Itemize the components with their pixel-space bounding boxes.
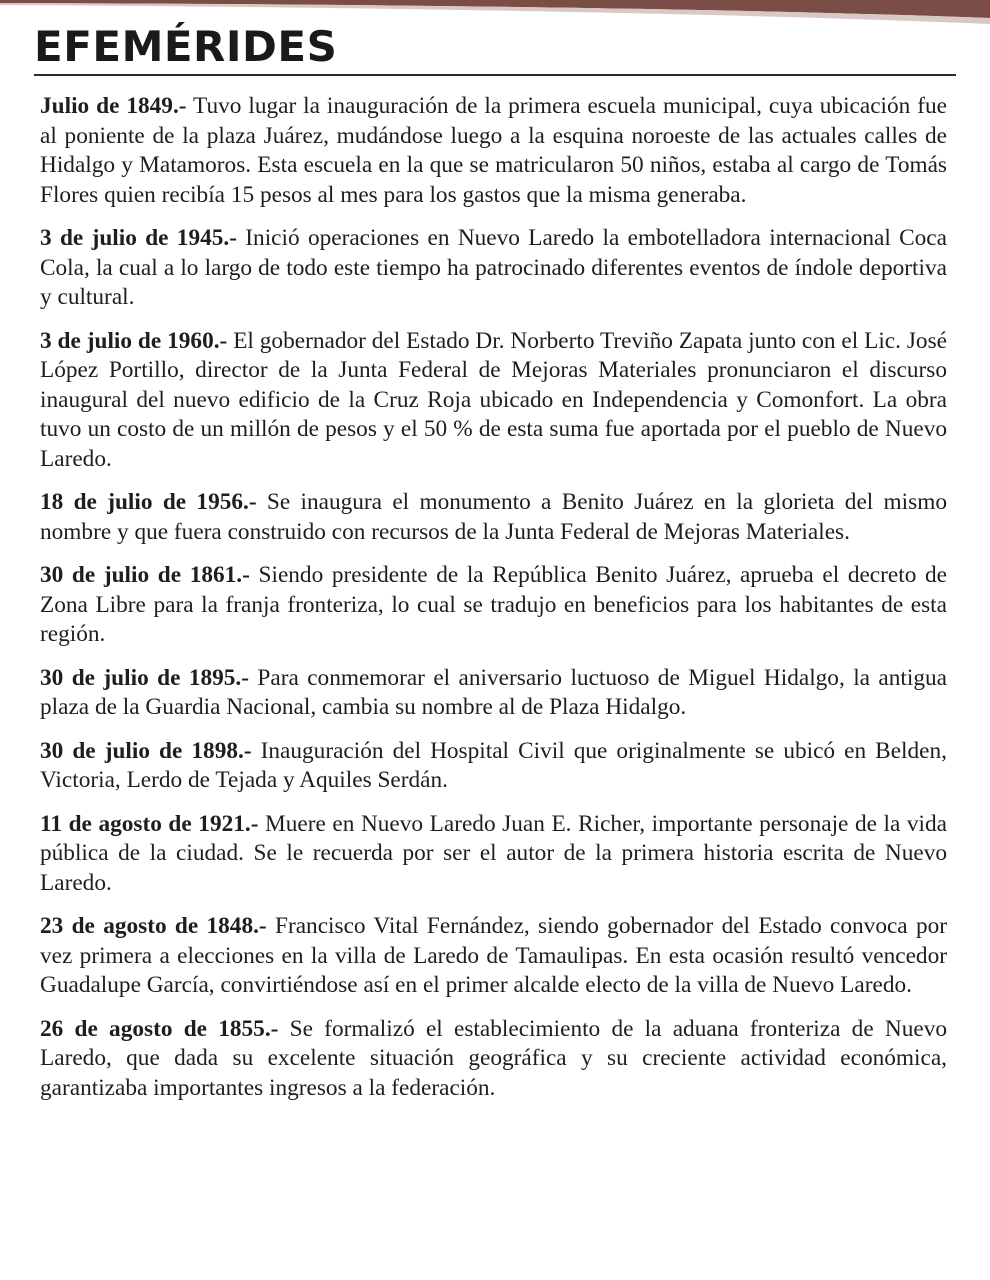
entry-text: Muere en Nuevo Laredo Juan E. Richer, importante personaje de la vida pública de la ciudad. Se le recuerda por ser el autor de la primera historia escrita de Nuevo Laredo. <box>40 810 947 896</box>
entry-text: Francisco Vital Fernández, siendo gobernador del Estado convoca por vez primera a elecciones en la villa de Laredo de Tamaulipas. En esta ocasión resultó vencedor Guadalupe García, convirtiéndose así en el primer alcalde electo de la villa de Nuevo Laredo. <box>40 913 947 998</box>
entry-1898-julio <box>40 737 947 796</box>
entry-date: 30 de julio de 1898.- <box>40 737 252 764</box>
entry-date: 11 de agosto de 1921.- <box>40 810 259 837</box>
entry-text: Siendo presidente de la República Benito Juárez, aprueba el decreto de Zona Libre para la franja fronteriza, lo cual se tradujo en beneficios para los habitantes de esta región. <box>40 562 947 647</box>
entry-text: Inauguración del Hospital Civil que originalmente se ubicó en Belden, Victoria, Lerdo de Tejada y Aquiles Serdán. <box>40 737 947 793</box>
entry-1960-julio <box>40 327 947 475</box>
entry-date: 18 de julio de 1956.- <box>40 489 257 515</box>
entry-text: Se inaugura el monumento a Benito Juárez en la glorieta del mismo nombre y que fuera construido con recursos de la Junta Federal de Mejoras Materiales. <box>40 489 947 545</box>
entry-date: 26 de agosto de 1855.- <box>40 1015 279 1042</box>
entry-text: El gobernador del Estado Dr. Norberto Treviño Zapata junto con el Lic. José López Portillo, director de la Junta Federal de Mejoras Materiales pronunciaron el discurso inaugural del nuevo edificio de la Cruz Roja ubicado en Independencia y Comonfort. La obra tuvo un costo de un millón de pesos y el 50 % de esta suma fue aportada por el pueblo de Nuevo Laredo. <box>40 327 947 472</box>
entry-1861-julio <box>40 561 947 650</box>
entry-date: 3 de julio de 1945.- <box>40 225 237 251</box>
entry-text: Se formalizó el establecimiento de la aduana fronteriza de Nuevo Laredo, que dada su excelente situación geográfica y su creciente actividad económica, garantizaba importantes ingresos a la federación. <box>40 1015 947 1101</box>
entry-text: Tuvo lugar la inauguración de la primera escuela municipal, cuya ubicación fue al poniente de la plaza Juárez, mudándose luego a la esquina noroeste de las actuales calles de Hidalgo y Matamoros. Esta escuela en la que se matricularon 50 niños, estaba al cargo de Tomás Flores quien recibía 15 pesos al mes para los gastos que la misma generaba. <box>40 93 948 208</box>
entry-1956-julio <box>40 488 947 547</box>
entry-date: 23 de agosto de 1848.- <box>40 913 267 939</box>
entry-date: 3 de julio de 1960.- <box>40 327 228 354</box>
page-title: EFEMÉRIDES <box>34 22 338 71</box>
entry-1945-julio <box>40 224 947 313</box>
entry-date: Julio de 1849.- <box>40 93 187 119</box>
entry-1848-agosto <box>40 912 947 1001</box>
entry-1855-agosto <box>40 1015 947 1104</box>
entry-1895-julio <box>40 664 947 723</box>
entry-1921-agosto <box>40 810 947 899</box>
entry-text: Para conmemorar el aniversario luctuoso de Miguel Hidalgo, la antigua plaza de la Guardia Nacional, cambia su nombre al de Plaza Hidalgo. <box>40 664 947 720</box>
entry-1849-julio <box>40 92 947 210</box>
ephemerides-list <box>40 92 947 1117</box>
title-divider <box>34 74 956 76</box>
entry-date: 30 de julio de 1895.- <box>40 664 249 691</box>
entry-text: Inició operaciones en Nuevo Laredo la embotelladora internacional Coca Cola, la cual a lo largo de todo este tiempo ha patrocinado diferentes eventos de índole deportiva y cultural. <box>40 225 947 310</box>
entry-date: 30 de julio de 1861.- <box>40 562 250 588</box>
